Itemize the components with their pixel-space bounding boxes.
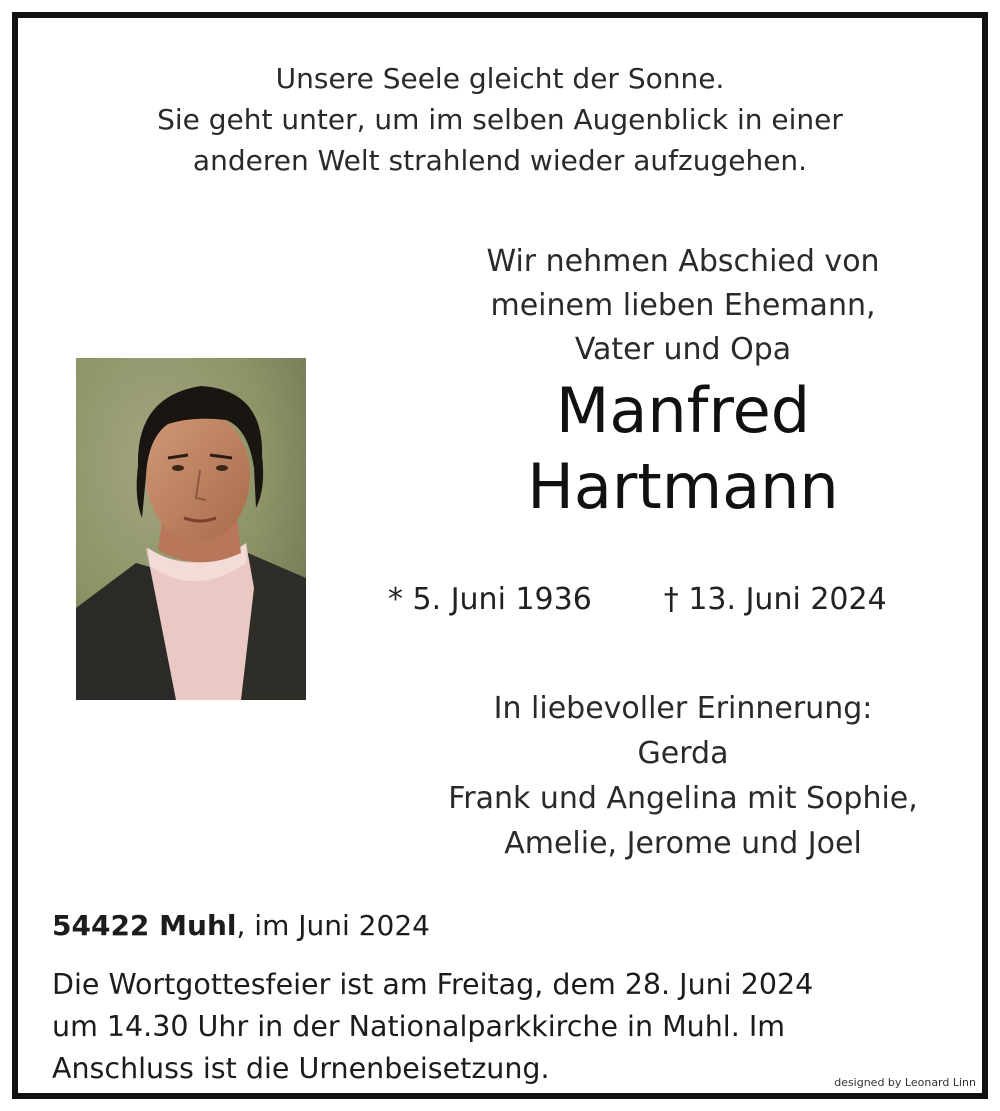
- life-dates: [388, 578, 887, 622]
- date-text: , im Juni 2024: [236, 909, 430, 942]
- mourners-heading: In liebevoller Erinnerung:: [493, 691, 873, 726]
- service-info: [52, 964, 813, 1090]
- quote-line: anderen Welt strahlend wieder aufzugehen.: [192, 144, 808, 177]
- mourner-line: Frank und Angelina mit Sophie,: [448, 781, 918, 816]
- intro-line: Vater und Opa: [574, 332, 792, 367]
- birth-date: * 5. Juni 1936: [388, 582, 592, 617]
- mourner-line: Amelie, Jerome und Joel: [504, 826, 862, 861]
- service-line: um 14.30 Uhr in der Nationalparkkirche in Muhl. Im: [52, 1010, 786, 1043]
- quote-line: Unsere Seele gleicht der Sonne.: [275, 62, 725, 95]
- deceased-name: [383, 373, 983, 525]
- death-date: † 13. Juni 2024: [663, 582, 887, 617]
- intro-line: Wir nehmen Abschied von: [486, 244, 880, 279]
- last-name: Hartmann: [527, 450, 839, 523]
- first-name: Manfred: [555, 374, 811, 447]
- obituary-frame: [12, 12, 988, 1099]
- portrait-photo: [76, 358, 306, 700]
- designer-credit: designed by Leonard Linn: [834, 1076, 976, 1089]
- opening-quote: [18, 58, 982, 181]
- location: 54422 Muhl: [52, 909, 237, 942]
- mourners: [383, 686, 983, 866]
- farewell-intro: [383, 240, 983, 372]
- quote-line: Sie geht unter, um im selben Augenblick in einer: [157, 103, 843, 136]
- portrait-image: [76, 358, 306, 700]
- place-and-date: [52, 906, 430, 946]
- mourner-line: Gerda: [637, 736, 729, 771]
- service-line: Anschluss ist die Urnenbeisetzung.: [52, 1052, 550, 1085]
- service-line: Die Wortgottesfeier ist am Freitag, dem 28. Juni 2024: [52, 968, 814, 1001]
- intro-line: meinem lieben Ehemann,: [490, 288, 876, 323]
